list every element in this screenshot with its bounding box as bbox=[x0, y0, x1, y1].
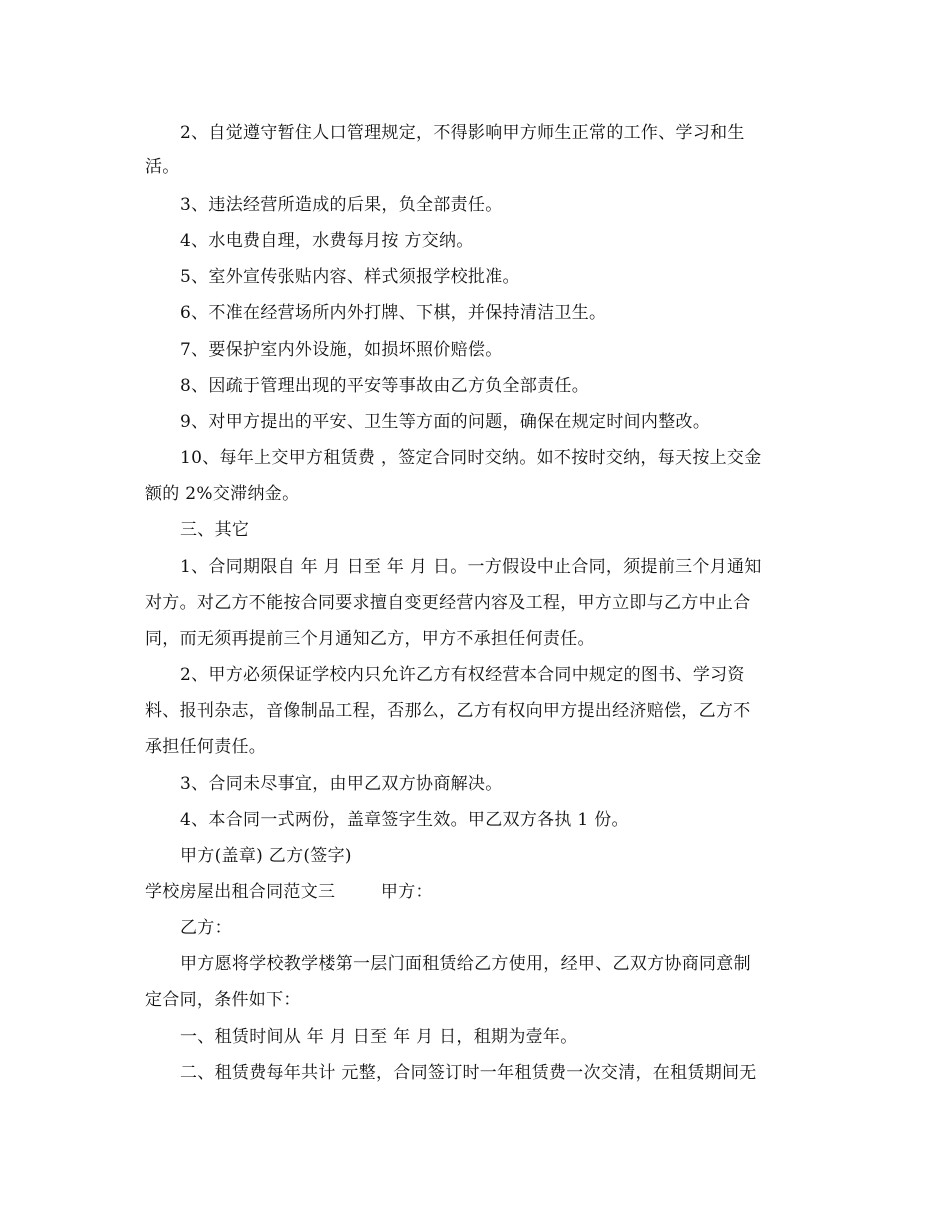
paragraph-line: 7、要保护室内外设施，如损坏照价赔偿。 bbox=[180, 340, 503, 360]
section-heading: 三、其它 bbox=[180, 520, 250, 540]
contract-title-line: 学校房屋出租合同范文三 甲方： bbox=[145, 882, 433, 902]
paragraph-line: 定合同，条件如下： bbox=[145, 990, 301, 1010]
paragraph-line: 同，而无须再提前三个月通知乙方，甲方不承担任何责任。 bbox=[145, 629, 595, 649]
paragraph-line: 5、室外宣传张贴内容、样式须报学校批准。 bbox=[180, 267, 520, 287]
paragraph-line: 承担任何责任。 bbox=[145, 737, 267, 757]
paragraph-line: 6、不准在经营场所内外打牌、下棋，并保持清洁卫生。 bbox=[180, 303, 607, 323]
paragraph-line: 10、每年上交甲方租赁费 ，签定合同时交纳。如不按时交纳，每天按上交金 bbox=[180, 448, 762, 468]
paragraph-line: 2、甲方必须保证学校内只允许乙方有权经营本合同中规定的图书、学习资 bbox=[180, 665, 745, 685]
signature-line: 甲方(盖章) 乙方(签字) bbox=[180, 846, 352, 866]
paragraph-line: 2、自觉遵守暂住人口管理规定，不得影响甲方师生正常的工作、学习和生 bbox=[180, 123, 745, 143]
party-b-line: 乙方： bbox=[180, 918, 232, 938]
paragraph-line: 对方。对乙方不能按合同要求擅自变更经营内容及工程，甲方立即与乙方中止合 bbox=[145, 593, 751, 613]
paragraph-line: 9、对甲方提出的平安、卫生等方面的问题，确保在规定时间内整改。 bbox=[180, 412, 711, 432]
paragraph-line: 额的 2%交滞纳金。 bbox=[145, 484, 300, 504]
paragraph-line: 4、水电费自理，水费每月按 方交纳。 bbox=[180, 231, 474, 251]
paragraph-line: 3、违法经营所造成的后果，负全部责任。 bbox=[180, 195, 503, 215]
paragraph-line: 甲方愿将学校教学楼第一层门面租赁给乙方使用，经甲、乙双方协商同意制 bbox=[180, 954, 751, 974]
paragraph-line: 8、因疏于管理出现的平安等事故由乙方负全部责任。 bbox=[180, 376, 590, 396]
paragraph-line: 一、租赁时间从 年 月 日至 年 月 日，租期为壹年。 bbox=[180, 1027, 578, 1047]
paragraph-line: 料、报刊杂志，音像制品工程，否那么，乙方有权向甲方提出经济赔偿，乙方不 bbox=[145, 701, 751, 721]
paragraph-line: 二、租赁费每年共计 元整，合同签订时一年租赁费一次交清，在租赁期间无 bbox=[180, 1063, 757, 1083]
paragraph-line: 活。 bbox=[145, 157, 180, 177]
paragraph-line: 1、合同期限自 年 月 日至 年 月 日。一方假设中止合同，须提前三个月通知 bbox=[180, 557, 762, 577]
paragraph-line: 4、本合同一式两份，盖章签字生效。甲乙双方各执 1 份。 bbox=[180, 810, 629, 830]
paragraph-line: 3、合同未尽事宜，由甲乙双方协商解决。 bbox=[180, 774, 503, 794]
